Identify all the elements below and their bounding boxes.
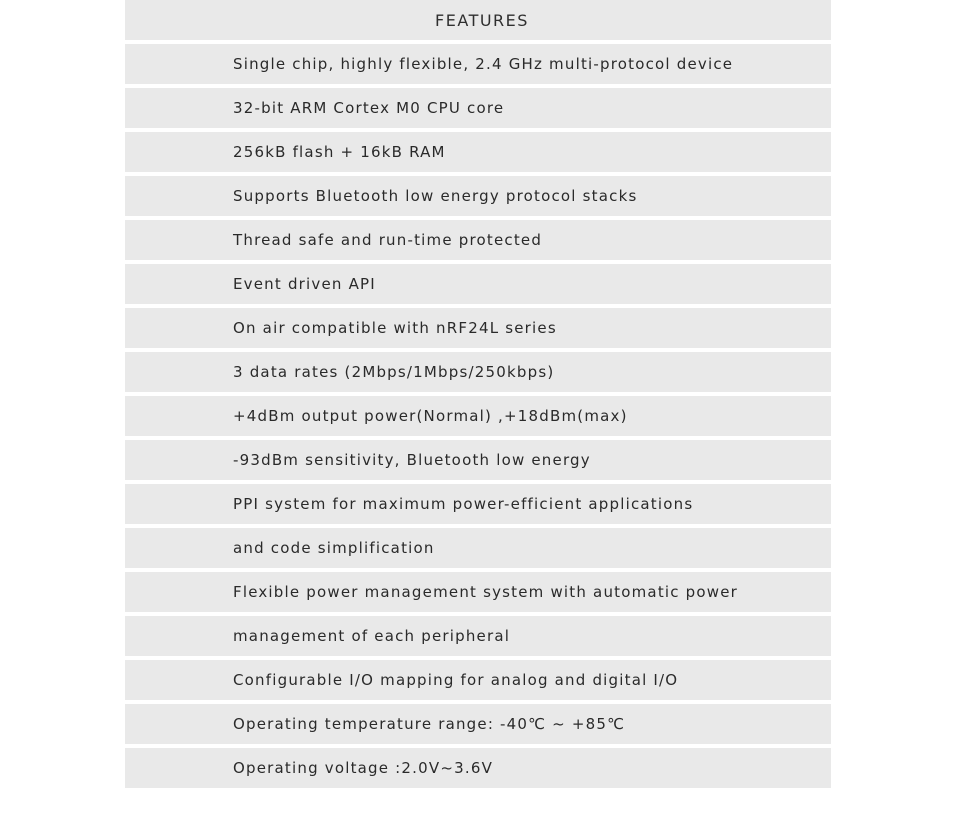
feature-row-4	[125, 176, 831, 216]
feature-row-15	[125, 660, 831, 700]
feature-text: Supports Bluetooth low energy protocol stacks	[233, 187, 638, 205]
feature-row-2	[125, 88, 831, 128]
feature-text: 256kB flash + 16kB RAM	[233, 143, 446, 161]
feature-row-11	[125, 484, 831, 524]
feature-row-9	[125, 396, 831, 436]
feature-text: and code simplification	[233, 539, 435, 557]
feature-text: 3 data rates (2Mbps/1Mbps/250kbps)	[233, 363, 555, 381]
feature-row-3	[125, 132, 831, 172]
feature-text: Configurable I/O mapping for analog and digital I/O	[233, 671, 679, 689]
feature-row-6	[125, 264, 831, 304]
feature-row-16	[125, 704, 831, 744]
feature-row-5	[125, 220, 831, 260]
feature-row-8	[125, 352, 831, 392]
features-title: FEATURES	[435, 10, 529, 30]
feature-text: PPI system for maximum power-efficient applications	[233, 495, 694, 513]
feature-text: Event driven API	[233, 275, 376, 293]
feature-row-13	[125, 572, 831, 612]
feature-text: 32-bit ARM Cortex M0 CPU core	[233, 99, 505, 117]
feature-text: Operating temperature range: -40℃ ~ +85℃	[233, 715, 626, 733]
feature-row-10	[125, 440, 831, 480]
feature-text: Single chip, highly flexible, 2.4 GHz multi-protocol device	[233, 55, 734, 73]
feature-row-17	[125, 748, 831, 788]
feature-row-14	[125, 616, 831, 656]
feature-text: Operating voltage :2.0V~3.6V	[233, 759, 494, 777]
features-header	[125, 0, 831, 40]
feature-row-7	[125, 308, 831, 348]
feature-row-1	[125, 44, 831, 84]
feature-text: -93dBm sensitivity, Bluetooth low energy	[233, 451, 591, 469]
features-table	[125, 0, 831, 788]
feature-text: Flexible power management system with automatic power	[233, 583, 739, 601]
feature-text: Thread safe and run-time protected	[233, 231, 543, 249]
feature-text: +4dBm output power(Normal) ,+18dBm(max)	[233, 407, 628, 425]
feature-row-12	[125, 528, 831, 568]
feature-text: On air compatible with nRF24L series	[233, 319, 557, 337]
feature-text: management of each peripheral	[233, 627, 511, 645]
